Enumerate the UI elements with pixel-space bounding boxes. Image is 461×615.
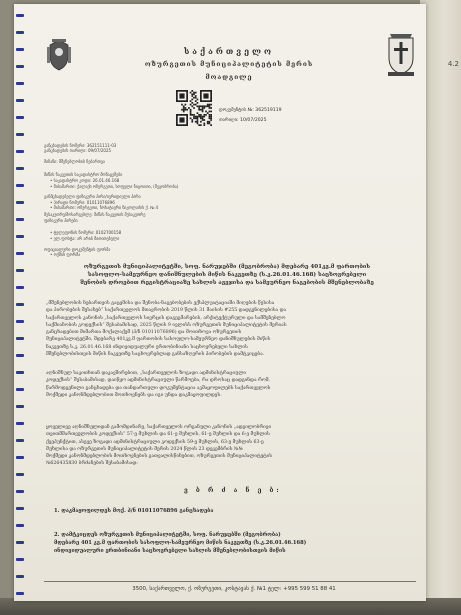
binder-ring: [16, 133, 24, 136]
metadata-line: განცხადების თარიღი: 09/07/2025: [44, 148, 112, 154]
metadata-line: • ტელეფონის ნომერი: 0102700158: [50, 230, 122, 236]
footer-address: 3500, საქართველო, ქ. ოზურგეთი, კოსტავას ქ. №1 ტელ: +995 599 51 88 41: [132, 586, 336, 592]
header-role: მოადგილე: [205, 73, 253, 81]
ozurgeti-emblem-icon: [384, 32, 418, 78]
binder-ring: [16, 439, 24, 442]
binder-ring: [16, 592, 24, 595]
metadata-line: მესაკუთრე/მოსარგებლე: მიწის ნაკვეთის მესაკუთრე: [44, 212, 146, 218]
binder-ring: [16, 388, 24, 391]
metadata-line: • მისამართი: ოზურგეთი, ჩოხატაური ნიკოლაძის ქ. № 4: [50, 205, 159, 211]
binder-spiral: [14, 4, 30, 601]
binder-ring: [16, 558, 24, 561]
binder-ring: [16, 575, 24, 578]
header-office: ოზურგეთის მუნიციპალიტეტის მერის: [144, 60, 314, 68]
metadata-line: • ელ.ფოსტა: არ არის მითითებული: [50, 235, 120, 241]
binder-ring: [16, 218, 24, 221]
background-right: [420, 0, 461, 615]
binder-ring: [16, 473, 24, 476]
side-label: 4.2: [447, 60, 459, 68]
binder-ring: [16, 422, 24, 425]
binder-ring: [16, 31, 24, 34]
binder-ring: [16, 371, 24, 374]
paragraph-intro: „მშენებლობის ნებართვის გაცემისა და შენობა-ნაგებობების ექსპლუატაციაში მიღების წესისა და პირობების შესახებ“ საქართველოს მთავრობის 2019 წლის 31 მაისის #255 დადგენილებისა და საქართველოს კანონის „საქართველოს სივრცის დაგეგმარების, არქიტექტურული და სამშენებლო საქმიანობის კოდექსის“ შესაბამისად, 2025 წლის 9 ივლისს ოზურგეთის მუნიციპალიტეტის მერიას განცხადებით მიმართა მოქალაქემ (პ/ნ 01011076896) და მოითხოვა ოზურგეთის მუნიციპალიტეტში, მდებარე 401კვ.მ ფართობის სასოფლო-სამეურნეო დანიშნულების მიწის ნაკვეთზე ს.კ. 26.01.46.168 ინდივიდუალური ერთობინიანი საცხოვრებელი სახლის მშენებლობისთვის მიწის ნაკვეთზე საცხოვრებლად განსაზღვრის პირობების დამტკიცება.: [46, 301, 287, 358]
metadata-line: • მისამართი: ქალაქი ოზურგეთი, სოფელი ნიგოითი, (მეგობრობა): [50, 183, 179, 189]
decision-heading: ვ ბ რ ძ ა ნ ე ბ:: [184, 487, 282, 494]
binder-ring: [16, 150, 24, 153]
binder-ring: [16, 490, 24, 493]
header-country: საქართველო: [183, 46, 275, 56]
document-date: თარიღი: 10/07/2025: [219, 118, 267, 123]
paragraph-proceedings: აღნიშნულ საკითხთან დაკავშირებით, „საქართველოს ზოგადი ადმინისტრაციული კოდექსის“ შესაბამისად, დაიწყო ადმინისტრაციული წარმოება, რა დროსაც დადგინდა რომ, წარმოდგენილი განცხადება და თანდართული დოკუმენტაცია აკმაყოფილებს საქართველოს მოქმედი კანონმდებლობით მოთხოვნებს და იგი უნდა დაკმაყოფილდეს.: [46, 371, 271, 398]
paragraph-legal-basis: ყოველივე აღნიშნულიდან გამომდინარე, საქართველოს ორგანული კანონის „ადგილობრივი თვითმმართველობის კოდექსის“ 57-ე მუხლის და 61-ე მუხლის, 61-ე მუხლის და 6-ე მუხლის ქვეპუნქტით, ასევე ზოგადი ადმინისტრაციული კოდექსის 59-ე მუხლის, 63-ე მუხლის 63-ე მუხლისა და ოზურგეთის მუნიციპალიტეტის მერის 2024 წლის 23 დეკემბრის №№ მოქმედი კანონმდებლობის მოთხოვნების გათვალისწინებით, ოზურგეთის მუნიციპალიტეტის №626435830 ბრძანების შესაბამისად:: [46, 425, 273, 467]
binder-ring: [16, 320, 24, 323]
document-page: [14, 4, 426, 601]
binder-ring: [16, 167, 24, 170]
binder-ring: [16, 524, 24, 527]
georgia-coat-of-arms-icon: [44, 38, 74, 72]
binder-ring: [16, 82, 24, 85]
binder-ring: [16, 286, 24, 289]
decision-item-1: 1. დაკმაყოფილდეს მოქ. პ/ნ 01011076896 განცხადება: [54, 508, 214, 514]
qr-code: [176, 90, 212, 126]
document-title: ოზურგეთის მუნიციპალიტეტში, სოფ. ნარუჯებში (მეგობრობა) მდებარე 401კვ.მ ფართობის სასოფლო-სამეურნეო დანიშნულების მიწის ნაკვეთზე (ს.კ.26.01.46.168) საცხოვრებელი შენობის დროებით რეგისტრაციაზე სახლის ავეჯისა და სამეურნეო ნაგებობის მშენებლობაზე: [80, 264, 374, 286]
metadata-line: განცხადების ნომერი: 362151111-03: [44, 143, 117, 148]
metadata-line: ფიზიკური პირები: [44, 217, 78, 223]
binder-ring: [16, 99, 24, 102]
metadata-line: • საკადასტრო კოდი: 26.01.46.168: [50, 178, 120, 184]
binder-ring: [16, 235, 24, 238]
binder-ring: [16, 65, 24, 68]
binder-ring: [16, 354, 24, 357]
binder-ring: [16, 303, 24, 306]
metadata-line: განმცხადებელი ფიზიკური პირი/იურიდიული პირი: [44, 194, 141, 200]
metadata-line: ოფიციალური დოკუმენტის ფორმა: [44, 246, 111, 252]
binder-ring: [16, 456, 24, 459]
binder-ring: [16, 252, 24, 255]
binder-ring: [16, 405, 24, 408]
footer-divider: [44, 581, 416, 582]
document-number: დოკუმენტის №: 362519119: [219, 108, 282, 113]
metadata-line: • პირადი ნომერი: 01011076896: [50, 199, 115, 205]
binder-ring: [16, 201, 24, 204]
binder-ring: [16, 541, 24, 544]
metadata-line: მიზანი: მშენებლობის ნებართვა: [44, 159, 105, 165]
binder-ring: [16, 184, 24, 187]
binder-ring: [16, 337, 24, 340]
decision-item-2: 2. დამტკიცდეს ოზურგეთის მუნიციპალიტეტში, სოფ. ნარუჯებში (მეგობრობა) მდებარე 401 კვ.მ ფართობის სასოფლო-სამეურნეო მიწის ნაკვეთზე (ს.კ.26.01.46.168) ინდივიდუალური ერთბინიანი საცხოვრებელი სახლის მშენებლობისთვის მიწის: [54, 532, 307, 554]
metadata-line: მიწის ნაკვეთის საკადასტრო მონაცემები: [44, 171, 123, 177]
metadata-line: • ოქმის ფორმა: [50, 251, 81, 257]
binder-ring: [16, 507, 24, 510]
binder-ring: [16, 14, 24, 17]
binder-ring: [16, 269, 24, 272]
binder-ring: [16, 116, 24, 119]
binder-ring: [16, 48, 24, 51]
